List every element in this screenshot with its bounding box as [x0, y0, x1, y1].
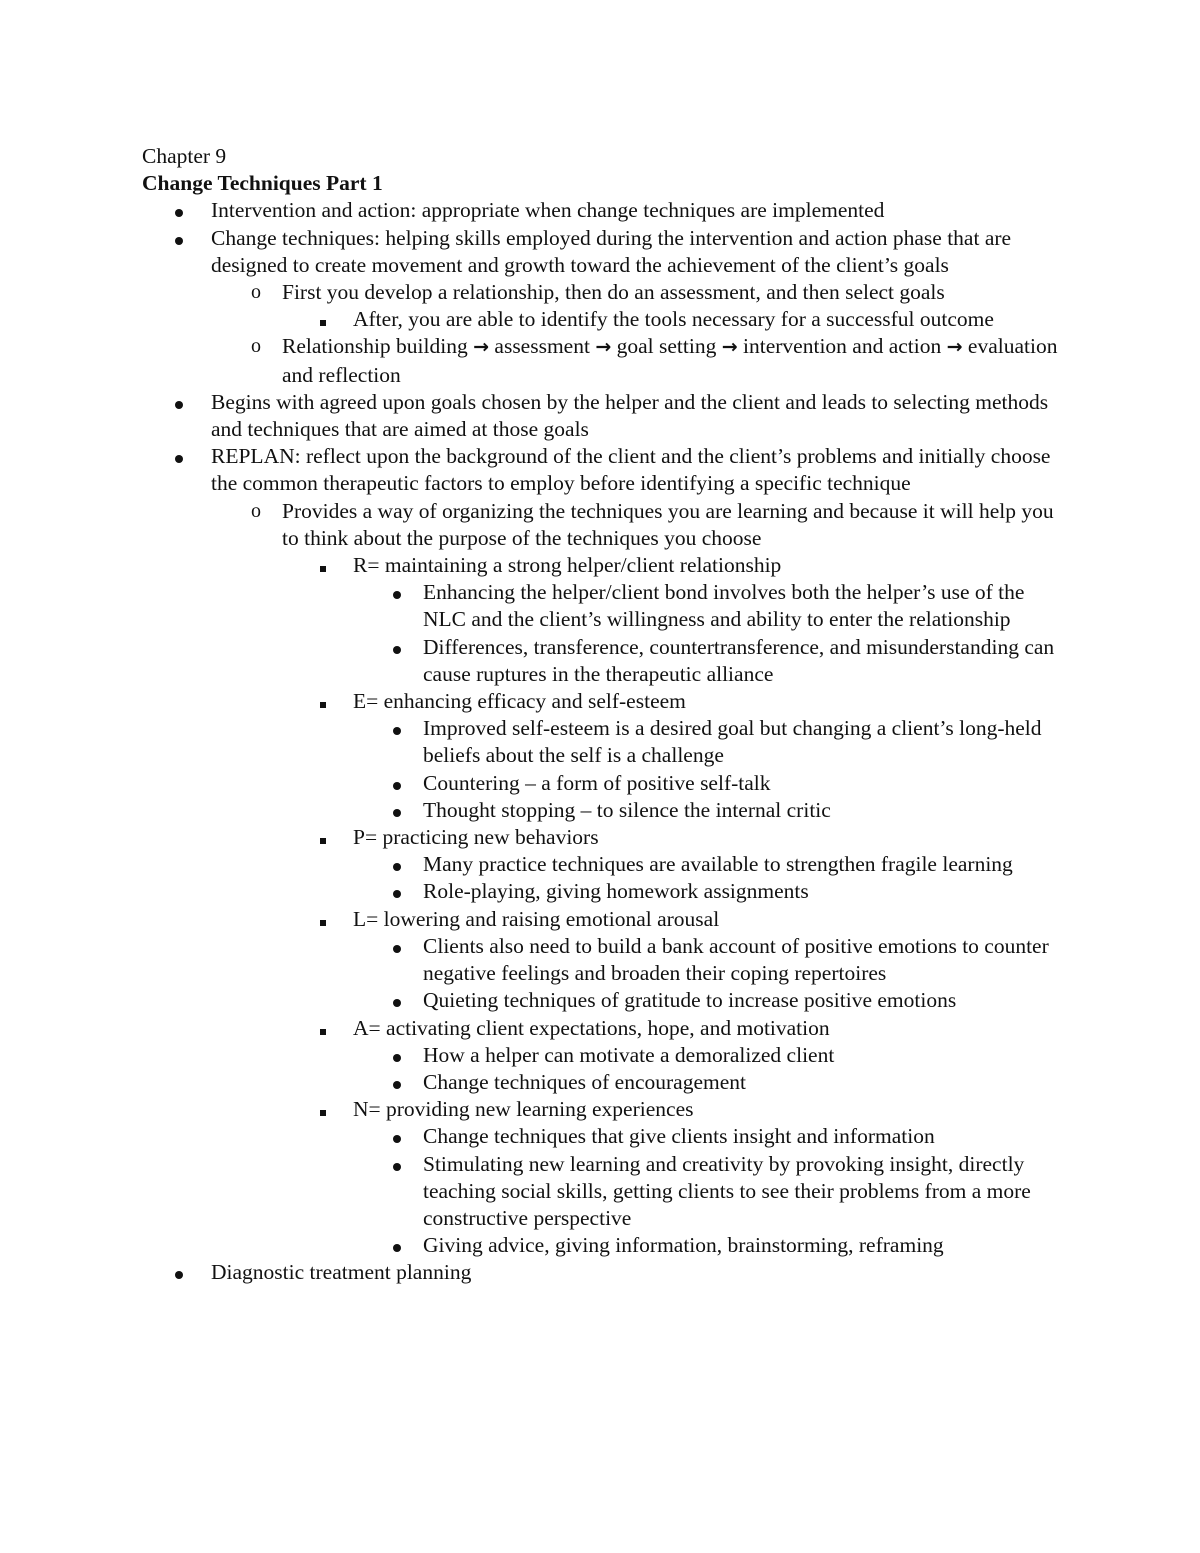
bullet-dot-icon — [387, 715, 407, 742]
document-content — [142, 143, 1072, 1287]
bullet-square-icon — [313, 1015, 333, 1042]
bullet-dot-icon — [387, 770, 407, 797]
chapter-label: Chapter 9 — [142, 144, 227, 168]
outline-item — [142, 906, 1072, 933]
outline-item-text: Thought stopping – to silence the internal critic — [423, 797, 831, 822]
outline-item — [142, 797, 1072, 824]
outline-item-text: Relationship building → assessment → goal setting → intervention and action → evaluation and reflection — [282, 334, 1058, 387]
bullet-dot-icon — [169, 389, 189, 416]
arrow-right-icon: → — [595, 336, 612, 359]
bullet-dot-icon — [169, 443, 189, 470]
outline-item — [142, 443, 1072, 497]
outline-item-text: Change techniques of encouragement — [423, 1069, 746, 1094]
outline-item — [142, 688, 1072, 715]
outline-item-text: Begins with agreed upon goals chosen by the helper and the client and leads to selecting methods and techniques that are aimed at those goals — [211, 389, 1049, 442]
outline-item-text: First you develop a relationship, then do an assessment, and then select goals — [282, 280, 945, 305]
bullet-square-icon — [313, 1096, 333, 1123]
bullet-square-icon — [313, 552, 333, 579]
outline-item — [142, 1151, 1072, 1233]
outline-item-text: A= activating client expectations, hope, and motivation — [353, 1015, 830, 1040]
outline-item — [142, 1259, 1072, 1286]
outline-item — [142, 552, 1072, 579]
outline-item-text: Clients also need to build a bank account of positive emotions to counter negative feelings and broaden their coping repertoires — [423, 933, 1049, 986]
outline-item-text: Intervention and action: appropriate when change techniques are implemented — [211, 198, 885, 223]
outline-item — [142, 878, 1072, 905]
outline-item — [142, 715, 1072, 769]
bullet-dot-icon — [169, 1259, 189, 1286]
outline-item-text: Stimulating new learning and creativity by provoking insight, directly teaching social skills, getting clients to see their problems from a more constructive perspective — [423, 1151, 1031, 1230]
outline-item — [142, 1232, 1072, 1259]
outline-item-text: After, you are able to identify the tools necessary for a successful outcome — [353, 307, 994, 332]
outline-item-text: Countering – a form of positive self-talk — [423, 770, 771, 795]
outline-item-text: Differences, transference, countertransference, and misunderstanding can cause ruptures in the therapeutic alliance — [423, 634, 1055, 686]
outline-item — [142, 1123, 1072, 1150]
outline-item — [142, 498, 1072, 552]
outline-item — [142, 1069, 1072, 1096]
bullet-square-icon — [313, 824, 333, 851]
outline-item — [142, 279, 1072, 306]
outline-item-text: Change techniques: helping skills employed during the intervention and action phase that are designed to create movement and growth toward the achievement of the client’s goals — [211, 225, 1012, 277]
outline-item — [142, 1096, 1072, 1123]
bullet-square-icon — [313, 688, 333, 715]
outline-item-text: P= practicing new behaviors — [353, 825, 599, 850]
outline-item-text: R= maintaining a strong helper/client relationship — [353, 553, 782, 578]
bullet-dot-icon — [387, 878, 407, 905]
bullet-dot-icon — [387, 634, 407, 661]
bullet-circle-icon: o — [251, 335, 261, 358]
outline-item-text: E= enhancing efficacy and self-esteem — [353, 689, 686, 714]
arrow-right-icon: → — [473, 336, 490, 359]
bullet-dot-icon — [387, 1151, 407, 1178]
bullet-square-icon — [313, 306, 333, 333]
outline-item-text: Giving advice, giving information, brainstorming, reframing — [423, 1233, 944, 1258]
outline-item — [142, 1042, 1072, 1069]
bullet-dot-icon — [387, 1232, 407, 1259]
outline-item — [142, 824, 1072, 851]
arrow-right-icon: → — [946, 336, 963, 359]
outline-item — [142, 987, 1072, 1014]
outline-item — [142, 634, 1072, 688]
bullet-dot-icon — [387, 1123, 407, 1150]
outline-item — [142, 933, 1072, 987]
outline-item — [142, 770, 1072, 797]
outline-item — [142, 851, 1072, 878]
bullet-dot-icon — [387, 1042, 407, 1069]
bullet-dot-icon — [387, 1069, 407, 1096]
outline-item-text: How a helper can motivate a demoralized client — [423, 1042, 835, 1067]
outline-item — [142, 333, 1072, 388]
outline-item-text: Diagnostic treatment planning — [211, 1260, 472, 1285]
outline-item-text: Enhancing the helper/client bond involves both the helper’s use of the NLC and the client’s willingness and ability to enter the relationship — [423, 580, 1025, 632]
outline-item — [142, 579, 1072, 633]
bullet-circle-icon: o — [251, 499, 261, 522]
outline-item-text: L= lowering and raising emotional arousal — [353, 906, 720, 931]
outline-item-text: Improved self-esteem is a desired goal but changing a client’s long-held beliefs about the self is a challenge — [423, 716, 1042, 768]
outline-item — [142, 225, 1072, 279]
bullet-dot-icon — [387, 579, 407, 606]
bullet-dot-icon — [387, 797, 407, 824]
outline-item — [142, 197, 1072, 224]
outline-item-text: Provides a way of organizing the techniques you are learning and because it will help you to think about the purpose of the techniques you choose — [282, 498, 1054, 550]
bullet-circle-icon: o — [251, 281, 261, 304]
outline-item-text: Quieting techniques of gratitude to increase positive emotions — [423, 988, 957, 1013]
outline-item-text: REPLAN: reflect upon the background of the client and the client’s problems and initially choose the common therapeutic factors to employ before identifying a specific technique — [211, 444, 1051, 496]
bullet-dot-icon — [387, 987, 407, 1014]
bullet-dot-icon — [387, 933, 407, 960]
outline-item — [142, 306, 1072, 333]
outline-item-text: Change techniques that give clients insight and information — [423, 1124, 935, 1149]
bullet-dot-icon — [169, 225, 189, 252]
bullet-dot-icon — [169, 197, 189, 224]
outline-list — [142, 197, 1072, 1286]
outline-item — [142, 1015, 1072, 1042]
arrow-right-icon: → — [721, 336, 738, 359]
outline-item-text: Many practice techniques are available to strengthen fragile learning — [423, 852, 1013, 877]
outline-item-text: Role-playing, giving homework assignments — [423, 879, 809, 904]
page-title: Change Techniques Part 1 — [142, 171, 383, 196]
outline-item — [142, 389, 1072, 443]
bullet-square-icon — [313, 906, 333, 933]
bullet-dot-icon — [387, 851, 407, 878]
outline-item-text: N= providing new learning experiences — [353, 1097, 694, 1122]
